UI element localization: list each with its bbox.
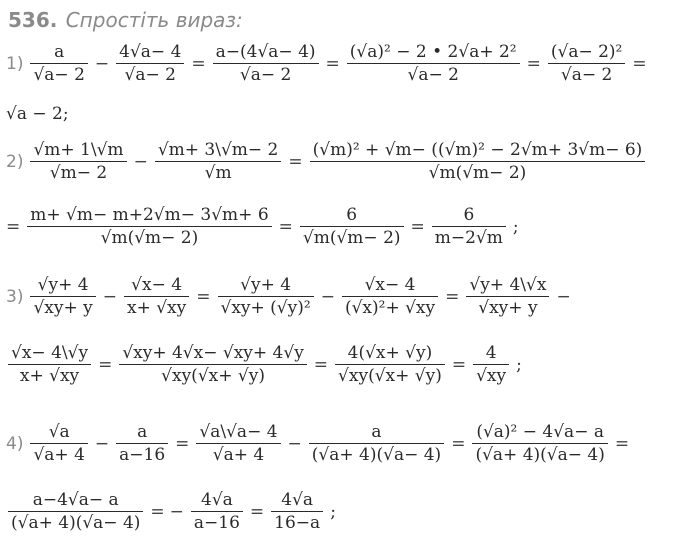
fraction-denominator: √xy(√x+ √y): [119, 364, 306, 386]
fraction: [211, 42, 321, 85]
item-label: 4): [6, 433, 24, 454]
fraction-numerator: 4: [485, 343, 497, 363]
fraction: [471, 343, 511, 386]
fraction-denominator: x+ √xy: [8, 364, 91, 386]
fraction-numerator: 4√a: [281, 490, 314, 510]
operator: =: [191, 53, 206, 74]
fraction-denominator: √a− 2: [347, 63, 520, 85]
fraction-numerator: m+ √m− m+2√m− 3√m+ 6: [30, 205, 269, 225]
fraction: [114, 422, 170, 465]
fraction: [308, 140, 648, 183]
expression-text: ;: [512, 216, 519, 237]
fraction: [189, 490, 245, 533]
fraction-numerator: √x− 4: [364, 275, 416, 295]
expression-text: ;: [330, 501, 336, 522]
fraction-numerator: √y+ 4: [37, 275, 89, 295]
solution-line-4-continued: [6, 490, 341, 533]
fraction-numerator: √y+ 4\√x: [469, 275, 547, 295]
solution-line-1: [6, 42, 652, 85]
fraction: [470, 422, 609, 465]
fraction-numerator: √x− 4\√y: [11, 343, 89, 363]
fraction-denominator: √xy(√x+ √y): [335, 364, 445, 386]
fraction-denominator: (√a+ 4)(√a− 4): [472, 443, 607, 465]
solution-line-4: [6, 422, 634, 465]
operator: =: [278, 216, 293, 237]
operator: −: [102, 286, 117, 307]
expression-text: ;: [516, 354, 522, 375]
fraction-numerator: (√a− 2)²: [550, 42, 623, 62]
fraction-denominator: 16−a: [271, 511, 323, 533]
fraction: [333, 343, 447, 386]
fraction-denominator: √a− 2: [30, 63, 87, 85]
fraction-numerator: 6: [463, 205, 475, 225]
operator: =: [410, 216, 425, 237]
fraction-denominator: √a− 2: [548, 63, 626, 85]
fraction-numerator: √xy+ 4√x− √xy+ 4√y: [122, 343, 304, 363]
operator: =: [614, 433, 630, 454]
operator: −: [320, 286, 335, 307]
operator: =: [632, 53, 647, 74]
fraction: [194, 422, 282, 465]
fraction: [345, 42, 522, 85]
fraction-denominator: a−16: [191, 511, 243, 533]
fraction: [28, 275, 97, 318]
fraction-denominator: x+ √xy: [124, 296, 189, 318]
fraction: [25, 205, 273, 248]
fraction-numerator: 4√a: [201, 490, 233, 510]
fraction-denominator: √xy+ (√y)²: [218, 296, 314, 318]
fraction-numerator: (√m)² + √m− ((√m)² − 2√m+ 3√m− 6): [312, 140, 643, 160]
exercise-number: 536.: [8, 8, 58, 32]
fraction-denominator: √a+ 4: [30, 443, 87, 465]
operator: −: [133, 151, 148, 172]
solution-line-2-continued: [6, 205, 524, 248]
fraction-denominator: (√x)²+ √xy: [342, 296, 438, 318]
fraction: [28, 42, 89, 85]
fraction-denominator: √a− 2: [116, 63, 184, 85]
operator: =: [6, 216, 21, 237]
fraction-numerator: √x− 4: [131, 275, 183, 295]
operator: =: [526, 53, 541, 74]
fraction-numerator: a: [371, 422, 382, 442]
operator: =: [288, 151, 303, 172]
operator: =: [150, 501, 165, 522]
fraction: [340, 275, 440, 318]
fraction-denominator: √m− 2: [30, 161, 126, 183]
fraction-numerator: 4√a− 4: [119, 42, 182, 62]
fraction: [269, 490, 325, 533]
fraction-denominator: √a− 2: [213, 63, 319, 85]
solution-line-3: [6, 275, 576, 318]
fraction-denominator: √m(√m− 2): [300, 226, 404, 248]
operator: =: [98, 354, 113, 375]
operator: =: [325, 53, 340, 74]
operator: −: [94, 433, 110, 454]
fraction: [464, 275, 551, 318]
item-label: 3): [6, 286, 24, 307]
operator: =: [249, 501, 265, 522]
fraction-denominator: (√a+ 4)(√a− 4): [8, 511, 143, 533]
fraction-denominator: (√a+ 4)(√a− 4): [309, 443, 444, 465]
fraction: [430, 205, 508, 248]
item-label: 2): [6, 151, 24, 172]
fraction-numerator: 6: [346, 205, 358, 225]
fraction: [307, 422, 446, 465]
fraction-numerator: √a: [48, 422, 70, 442]
fraction-numerator: (√a)² − 2 • 2√a+ 2²: [349, 42, 517, 62]
operator: =: [175, 433, 190, 454]
fraction-numerator: √a\√a− 4: [199, 422, 278, 442]
fraction: [6, 490, 145, 533]
fraction-denominator: √a+ 4: [196, 443, 280, 465]
fraction: [153, 140, 284, 183]
fraction-denominator: a−16: [116, 443, 168, 465]
fraction: [216, 275, 316, 318]
fraction-denominator: m−2√m: [432, 226, 506, 248]
solution-line-3-continued: [6, 343, 527, 386]
operator: −: [287, 433, 302, 454]
solution-line-2: [6, 140, 652, 183]
fraction-denominator: √xy+ y: [30, 296, 95, 318]
operator: =: [196, 286, 211, 307]
fraction-denominator: √xy: [473, 364, 509, 386]
fraction: [28, 422, 89, 465]
fraction-numerator: a−(4√a− 4): [215, 42, 316, 62]
fraction: [117, 343, 308, 386]
fraction: [28, 140, 128, 183]
operator: −: [556, 286, 571, 307]
operator: =: [451, 354, 467, 375]
operator: =: [451, 433, 466, 454]
fraction-denominator: √m(√m− 2): [310, 161, 646, 183]
fraction-numerator: a−4√a− a: [32, 490, 119, 510]
fraction-numerator: a: [54, 42, 65, 62]
fraction-numerator: √m+ 1\√m: [33, 140, 124, 160]
exercise-header: [8, 8, 243, 32]
item-label: 1): [6, 53, 24, 74]
fraction: [114, 42, 186, 85]
solution-line-1-continued: [6, 104, 74, 124]
fraction-numerator: (√a)² − 4√a− a: [476, 422, 604, 442]
operator: =: [445, 286, 460, 307]
fraction: [122, 275, 191, 318]
fraction: [6, 343, 93, 386]
operator: −: [169, 501, 184, 522]
fraction-numerator: √m+ 3\√m− 2: [157, 140, 279, 160]
operator: −: [94, 53, 110, 74]
fraction: [546, 42, 628, 85]
fraction-denominator: √m(√m− 2): [27, 226, 271, 248]
fraction-denominator: √m: [155, 161, 282, 183]
fraction-denominator: √xy+ y: [466, 296, 549, 318]
exercise-title: Спростіть вираз:: [65, 8, 243, 32]
operator: =: [313, 354, 329, 375]
fraction-numerator: a: [137, 422, 148, 442]
fraction-numerator: 4(√x+ √y): [347, 343, 433, 363]
fraction-numerator: √y+ 4: [240, 275, 292, 295]
fraction: [298, 205, 406, 248]
expression-text: √a − 2;: [6, 104, 69, 124]
